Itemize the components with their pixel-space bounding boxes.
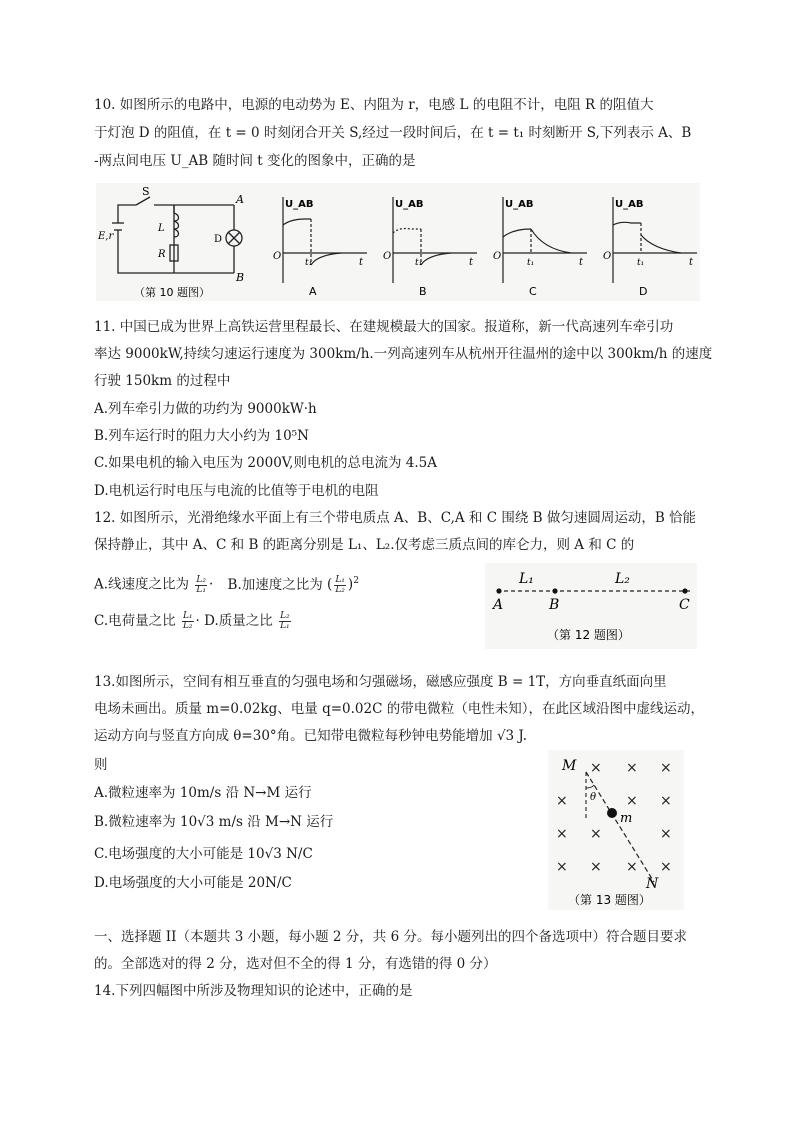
q12-option-c-label: C.电荷量之比	[94, 613, 176, 629]
cross: ×	[556, 859, 568, 875]
frac-den: L₂	[182, 621, 193, 631]
graph-A-origin: O	[273, 251, 282, 262]
q11-option-b: B.列车运行时的阻力大小约为 10⁵N	[94, 428, 309, 444]
fig13-N: N	[646, 876, 659, 892]
q12-option-d-fraction	[279, 612, 291, 631]
graph-A-t1: t₁	[305, 258, 313, 268]
section2-line2: 的。全部选对的得 2 分，选对但不全的得 1 分，有选错的得 0 分）	[94, 956, 497, 972]
circuit-label-R: R	[158, 249, 166, 260]
circuit-label-D: D	[214, 234, 223, 245]
cross: ×	[660, 793, 672, 809]
q12-line1: 12. 如图所示，光滑绝缘水平面上有三个带电质点 A、B、C,A 和 C 围绕 B 做匀速圆周运动，B 恰能	[94, 510, 697, 526]
frac-num: L₂	[280, 611, 290, 621]
q10-caption: （第 10 题图）	[134, 286, 210, 299]
frac-den: L₂	[335, 584, 345, 595]
graph-C-t1: t₁	[527, 258, 535, 268]
q11-option-a: A.列车牵引力做的功约为 9000kW·h	[94, 401, 317, 417]
graph-B-ylabel: U_AB	[395, 199, 424, 210]
fig12-B: B	[549, 597, 560, 613]
section2-line1: 一、选择题 II（本题共 3 小题，每小题 2 分，共 6 分。每小题列出的四个备选项中）符合题目要求	[94, 929, 687, 945]
fig12-A: A	[493, 597, 504, 613]
graph-B-origin: O	[383, 251, 392, 262]
cross: ×	[590, 826, 602, 842]
q12-line2: 保持静止，其中 A、C 和 B 的距离分别是 L₁、L₂.仅考虑三质点间的库仑力，则 A 和 C 的	[94, 537, 635, 553]
graph-B-xlabel: t	[469, 257, 474, 268]
q12-caption: （第 12 题图）	[547, 628, 630, 642]
q10-figure	[96, 183, 700, 301]
q13-caption: （第 13 题图）	[568, 893, 651, 907]
q12-option-c: C.电荷量之比 $\frac{\text{L₁}}{\text{L₂}}$ · D.质量之比 $\frac{\text{L₂}}{\text{L₁}}$	[94, 611, 290, 631]
q11-option-d: D.电机运行时电压与电流的比值等于电机的电阻	[94, 483, 379, 499]
q11-option-c: C.如果电机的输入电压为 2000V,则电机的总电流为 4.5A	[94, 455, 437, 471]
point-A	[496, 588, 501, 593]
frac-num: L₁	[335, 574, 345, 585]
cross: ×	[556, 826, 568, 842]
fig13-m: m	[620, 811, 633, 826]
q12-figure	[485, 563, 697, 649]
q13-option-b: B.微粒速率为 10√3 m/s 沿 M→N 运行	[94, 814, 334, 830]
q12-option-a-label: A.线速度之比为	[94, 576, 190, 593]
frac-den: L₁	[196, 584, 206, 595]
graph-A-xlabel: t	[359, 257, 364, 268]
circuit-label-Er: E,r	[98, 231, 114, 242]
graph-D-option: D	[639, 285, 648, 298]
circuit-label-S: S	[142, 185, 150, 198]
q12-option-d-label: D.质量之比	[204, 613, 273, 629]
fig13-theta: θ	[590, 792, 597, 803]
fig12-L1: L₁	[519, 571, 534, 587]
graph-B-t1: t₁	[415, 258, 423, 268]
q10-line1: 10. 如图所示的电路中，电源的电动势为 E、内阻为 r，电感 L 的电阻不计，电阻 R 的阻值大	[94, 97, 654, 113]
q13-option-c: C.电场强度的大小可能是 10√3 N/C	[94, 846, 313, 862]
fig13-M: M	[562, 758, 577, 774]
circuit-label-B: B	[236, 271, 245, 284]
graph-B-option: B	[419, 285, 427, 298]
cross: ×	[590, 859, 602, 875]
q13-line1: 13.如图所示，空间有相互垂直的匀强电场和匀强磁场，磁感应强度 B = 1T，方向垂直纸面向里	[94, 674, 667, 690]
q13-figure	[548, 750, 684, 910]
cross: ×	[660, 826, 672, 842]
q12-option-a: A.线速度之比为 $\frac{\text{L₂}}{\text{L₁}}$ · B.加速度之比为 ( $\frac{\text{L₁}}{\text{L₂}}$ )$^2$	[94, 574, 359, 595]
graph-C-option: C	[529, 285, 537, 298]
cross: ×	[590, 760, 602, 776]
graph-C-xlabel: t	[579, 257, 584, 268]
q13-line2: 电场未画出。质量 m=0.02kg、电量 q=0.02C 的带电微粒（电性未知），在此区域沿图中虚线运动，	[94, 701, 704, 717]
point-B	[552, 588, 557, 593]
q12-option-a-fraction	[195, 576, 207, 595]
graph-C-ylabel: U_AB	[505, 199, 534, 210]
graph-D-xlabel: t	[689, 257, 694, 268]
q13-option-a: A.微粒速率为 10m/s 沿 N→M 运行	[94, 785, 312, 801]
cross: ×	[626, 859, 638, 875]
graph-D-t1: t₁	[637, 258, 645, 268]
particle	[607, 808, 617, 818]
q11-line2: 率达 9000kW,持续匀速运行速度为 300km/h.一列高速列车从杭州开往温州的途中以 300km/h 的速度	[94, 346, 713, 362]
point-C	[682, 588, 687, 593]
q13-line3: 运动方向与竖直方向成 θ=30°角。已知带电微粒每秒钟电势能增加 √3 J.	[94, 728, 528, 744]
fig12-L2: L₂	[615, 571, 630, 587]
cross: ×	[660, 859, 672, 875]
graph-D-ylabel: U_AB	[615, 199, 644, 210]
cross: ×	[626, 760, 638, 776]
q12-option-c-fraction	[182, 612, 194, 631]
circuit-label-A: A	[236, 193, 244, 206]
q12-option-b-label: B.加速度之比为	[227, 576, 323, 593]
cross: ×	[660, 760, 672, 776]
fig12-C: C	[679, 597, 690, 613]
q10-line3: -两点间电压 U_AB 随时间 t 变化的图象中，正确的是	[94, 153, 416, 169]
frac-num: L₂	[196, 574, 206, 585]
graph-D-origin: O	[603, 251, 612, 262]
q12-option-b-fraction	[334, 576, 346, 595]
q10-line2: 于灯泡 D 的阻值，在 t = 0 时刻闭合开关 S,经过一段时间后，在 t = t₁ 时刻断开 S,下列表示 A、B	[94, 125, 692, 141]
q13-option-d: D.电场强度的大小可能是 20N/C	[94, 875, 292, 891]
graph-C-origin: O	[493, 251, 502, 262]
cross: ×	[626, 793, 638, 809]
graph-A-option: A	[309, 285, 317, 298]
q11-line3: 行驶 150km 的过程中	[94, 373, 231, 389]
q13-line4: 则	[94, 757, 108, 773]
frac-den: L₁	[280, 621, 290, 631]
q11-line1: 11. 中国已成为世界上高铁运营里程最长、在建规模最大的国家。报道称，新一代高速列车牵引功	[94, 319, 674, 335]
graph-A-ylabel: U_AB	[285, 199, 314, 210]
cross: ×	[556, 793, 568, 809]
circuit-label-L: L	[158, 223, 165, 234]
q14-stem: 14.下列四幅图中所涉及物理知识的论述中，正确的是	[94, 983, 413, 999]
frac-num: L₁	[182, 611, 193, 621]
